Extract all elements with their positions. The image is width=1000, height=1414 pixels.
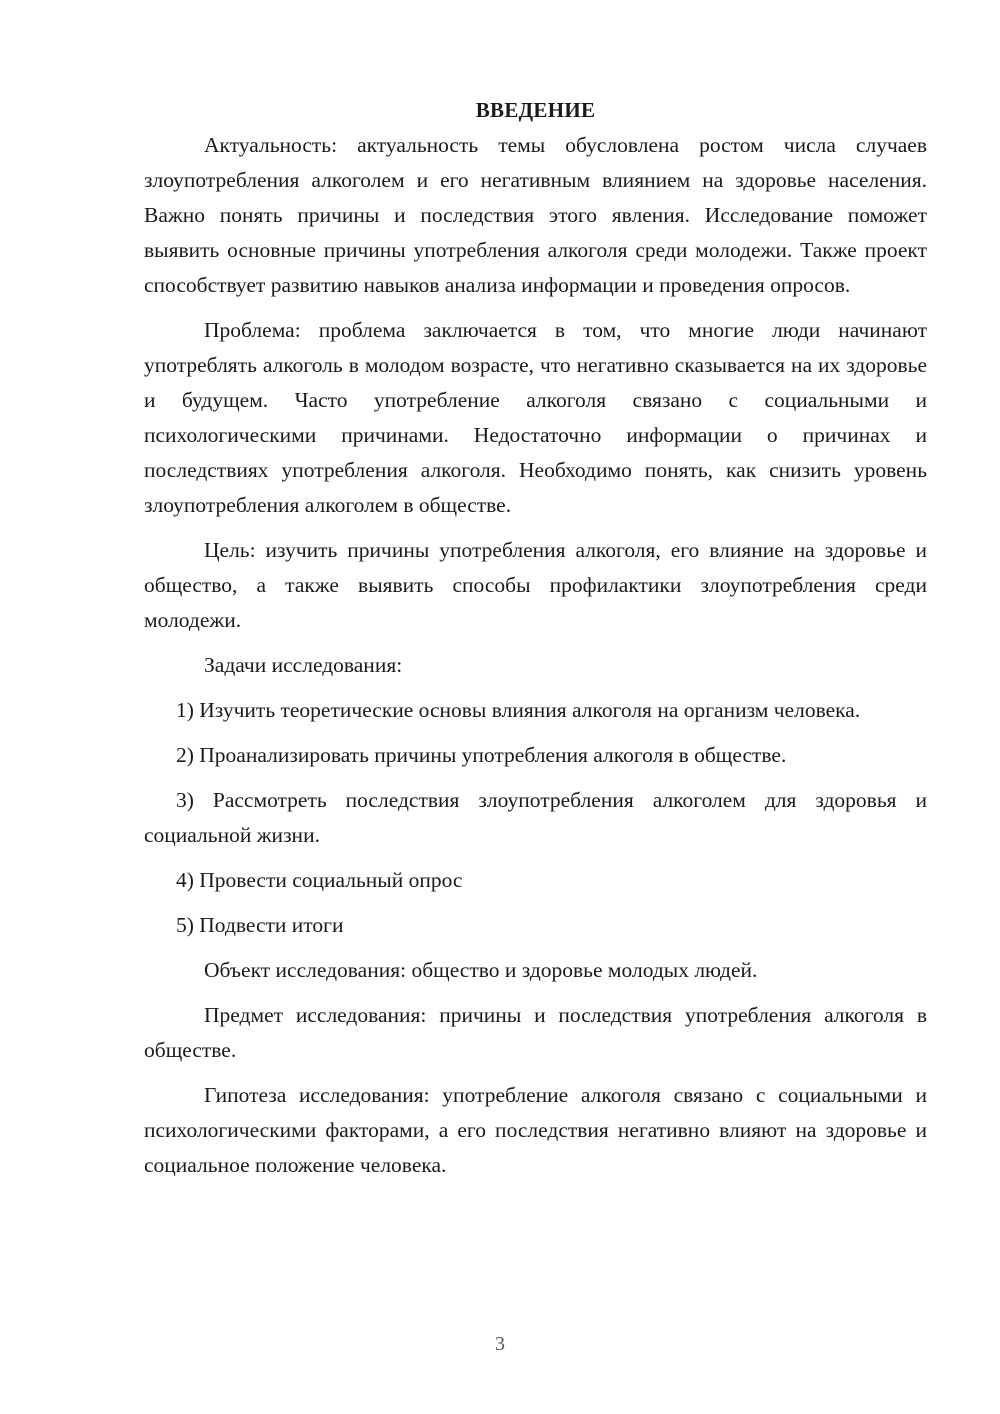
list-item-task-3: 3) Рассмотреть последствия злоупотребления алкоголем для здоровья и социальной жизни. (144, 788, 927, 847)
paragraph-problem: Проблема: проблема заключается в том, что многие люди начинают употреблять алкоголь в молодом возрасте, что негативно сказывается на их здоровье и будущем. Часто употребление алкоголя связано с социальными и психологическими причинами. Недостаточно информации о причинах и последствиях употребления алкоголя. Необходимо понять, как снизить уровень злоупотребления алкоголем в обществе. (144, 318, 927, 517)
list-item-task-2: 2) Проанализировать причины употребления алкоголя в обществе. (176, 743, 787, 767)
list-item-task-4: 4) Провести социальный опрос (176, 868, 463, 892)
paragraph-goal: Цель: изучить причины употребления алкоголя, его влияние на здоровье и общество, а также выявить способы профилактики злоупотребления среди молодежи. (144, 538, 927, 632)
page-title: ВВЕДЕНИЕ (475, 98, 596, 122)
paragraph-hypothesis: Гипотеза исследования: употребление алкоголя связано с социальными и психологическими факторами, а его последствия негативно влияют на здоровье и социальное положение человека. (144, 1083, 927, 1177)
paragraph-relevance: Актуальность: актуальность темы обусловлена ростом числа случаев злоупотребления алкоголем и его негативным влиянием на здоровье населения. Важно понять причины и последствия этого явления. Исследование поможет выявить основные причины употребления алкоголя среди молодежи. Также проект способствует развитию навыков анализа информации и проведения опросов. (144, 133, 927, 297)
list-item-task-1: 1) Изучить теоретические основы влияния алкоголя на организм человека. (176, 698, 861, 722)
paragraph-tasks-heading: Задачи исследования: (204, 653, 403, 677)
paragraph-subject: Предмет исследования: причины и последствия употребления алкоголя в обществе. (144, 1003, 927, 1062)
paragraph-object: Объект исследования: общество и здоровье молодых людей. (204, 958, 758, 982)
list-item-task-5: 5) Подвести итоги (176, 913, 344, 937)
document-page (144, 93, 927, 1193)
page-number: 3 (495, 1333, 505, 1355)
